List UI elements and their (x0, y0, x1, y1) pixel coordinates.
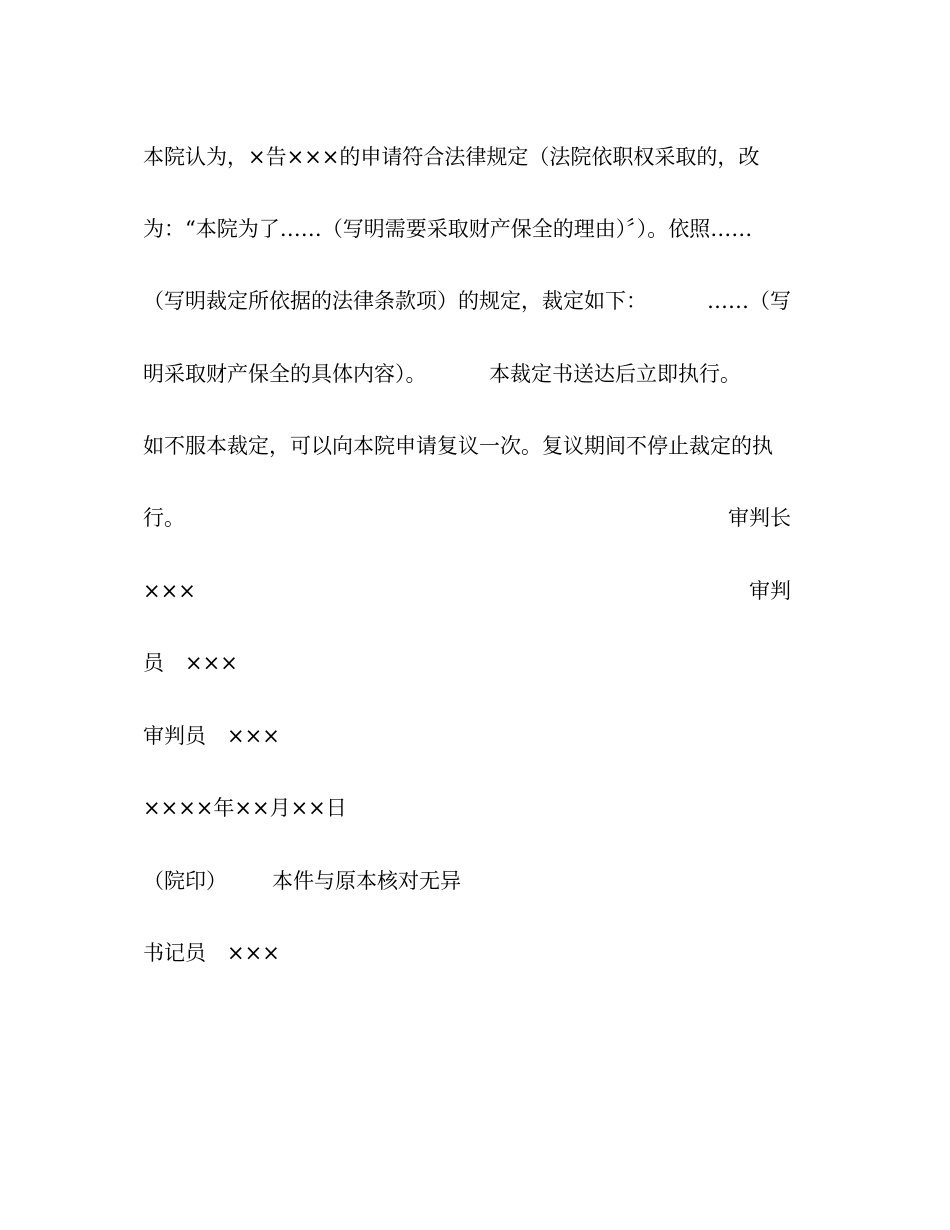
text-line: 明采取财产保全的具体内容）。 (143, 362, 427, 386)
judge-line: 审判员 ××× (143, 724, 280, 748)
text-line: （写明裁定所依据的法律条款项）的规定，裁定如下： (143, 289, 647, 313)
text-line: 如不服本裁定，可以向本院申请复议一次。复议期间不停止裁定的执 (143, 434, 773, 458)
paragraph-line-3 (143, 286, 803, 316)
judge-name: 员 ××× (143, 651, 238, 675)
chief-judge-label: 审判长 (728, 506, 791, 530)
paragraph-line-7 (143, 576, 803, 606)
paragraph-line-5 (143, 431, 803, 461)
text-line: ……（写 (707, 289, 791, 313)
text-line: 本裁定书送达后立即执行。 (489, 362, 741, 386)
text-line: 行。 (143, 506, 185, 530)
paragraph-line-4 (143, 359, 803, 389)
chief-judge-name: ××× (143, 579, 196, 603)
paragraph-line-8 (143, 648, 803, 678)
clerk-line: 书记员 ××× (143, 941, 280, 965)
date-line: ××××年××月××日 (143, 796, 347, 820)
text-line: 为：“本院为了……（写明需要采取财产保全的理由）〞）。依照…… (143, 217, 753, 241)
verification-note: 本件与原本核对无异 (272, 869, 461, 893)
paragraph-line-10 (143, 793, 803, 823)
paragraph-line-11 (143, 866, 803, 896)
paragraph-line-9 (143, 721, 803, 751)
text-line: 本院认为，×告×××的申请符合法律规定（法院依职权采取的，改 (143, 145, 760, 169)
paragraph-line-1 (143, 142, 803, 172)
paragraph-line-2 (143, 214, 803, 244)
judge-label: 审判 (749, 579, 791, 603)
paragraph-line-12 (143, 938, 803, 968)
paragraph-line-6 (143, 503, 803, 533)
court-seal-label: （院印） (143, 869, 227, 893)
